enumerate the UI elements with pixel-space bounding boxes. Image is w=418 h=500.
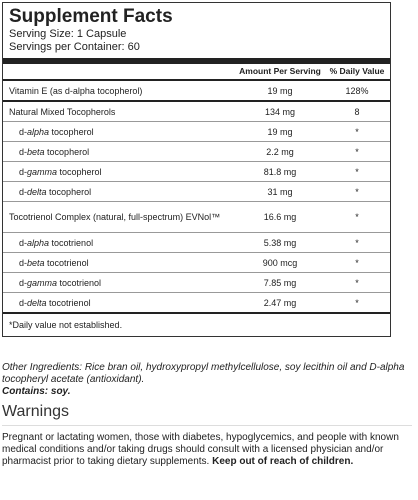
nutrient-dv: 8 — [324, 101, 390, 122]
warnings-body: Pregnant or lactating women, those with diabetes, hypoglycemics, and people with known medical conditions and/or taking drugs should consult with a licensed physician and/or pharmacist prior to taking dietary supplements. — [2, 432, 399, 467]
nutrient-amount: 2.2 mg — [236, 142, 324, 162]
nutrient-amount: 81.8 mg — [236, 162, 324, 182]
table-row — [3, 293, 390, 313]
nutrient-name: d-alpha tocopherol — [3, 122, 236, 142]
allergen-contains: Contains: soy. — [2, 386, 71, 397]
table-row — [3, 122, 390, 142]
nutrient-dv: * — [324, 182, 390, 202]
nutrient-dv: * — [324, 142, 390, 162]
table-row — [3, 182, 390, 202]
table-row — [3, 142, 390, 162]
nutrient-name: Tocotrienol Complex (natural, full-spectrum) EVNol™ — [3, 202, 236, 233]
facts-title: Supplement Facts — [9, 6, 173, 27]
nutrient-name: d-beta tocopherol — [3, 142, 236, 162]
nutrient-amount: 2.47 mg — [236, 293, 324, 313]
warnings-keep-out: Keep out of reach of children. — [212, 456, 354, 467]
nutrient-dv: * — [324, 273, 390, 293]
facts-table — [3, 64, 390, 312]
warnings-divider — [2, 425, 412, 426]
other-ingredients — [2, 362, 412, 398]
nutrient-name: d-gamma tocopherol — [3, 162, 236, 182]
nutrient-name: d-beta tocotrienol — [3, 253, 236, 273]
table-row — [3, 233, 390, 253]
nutrient-name: d-gamma tocotrienol — [3, 273, 236, 293]
nutrient-name: d-delta tocotrienol — [3, 293, 236, 313]
nutrient-amount: 7.85 mg — [236, 273, 324, 293]
nutrient-name: Natural Mixed Tocopherols — [3, 101, 236, 122]
table-row — [3, 101, 390, 122]
table-row — [3, 253, 390, 273]
nutrient-amount: 16.6 mg — [236, 202, 324, 233]
serving-size: Serving Size: 1 Capsule — [9, 28, 127, 40]
nutrient-dv: * — [324, 122, 390, 142]
nutrient-dv: * — [324, 293, 390, 313]
table-row — [3, 80, 390, 101]
nutrient-name: d-alpha tocotrienol — [3, 233, 236, 253]
nutrient-amount: 19 mg — [236, 122, 324, 142]
warnings-text — [2, 432, 414, 468]
servings-per-container: Servings per Container: 60 — [9, 41, 140, 53]
table-row — [3, 202, 390, 233]
nutrient-dv: * — [324, 233, 390, 253]
supplement-facts-panel — [2, 2, 391, 337]
nutrient-amount: 5.38 mg — [236, 233, 324, 253]
nutrient-name: d-delta tocopherol — [3, 182, 236, 202]
header-spacer — [3, 64, 236, 80]
nutrient-amount: 31 mg — [236, 182, 324, 202]
nutrient-amount: 134 mg — [236, 101, 324, 122]
dv-footnote: *Daily value not established. — [3, 312, 390, 336]
warnings-heading: Warnings — [2, 403, 69, 420]
nutrient-dv: * — [324, 202, 390, 233]
header-amount: Amount Per Serving — [239, 66, 321, 76]
nutrient-name: Vitamin E (as d-alpha tocopherol) — [3, 80, 236, 101]
nutrient-amount: 19 mg — [236, 80, 324, 101]
header-dv: % Daily Value — [329, 66, 385, 76]
table-row — [3, 273, 390, 293]
other-ingredients-text: Other Ingredients: Rice bran oil, hydroxypropyl methylcellulose, soy lecithin oil and D-alpha tocopheryl acetate (antioxidant). — [2, 362, 405, 385]
nutrient-dv: 128% — [324, 80, 390, 101]
nutrient-dv: * — [324, 162, 390, 182]
nutrient-amount: 900 mcg — [236, 253, 324, 273]
nutrient-dv: * — [324, 253, 390, 273]
table-row — [3, 162, 390, 182]
